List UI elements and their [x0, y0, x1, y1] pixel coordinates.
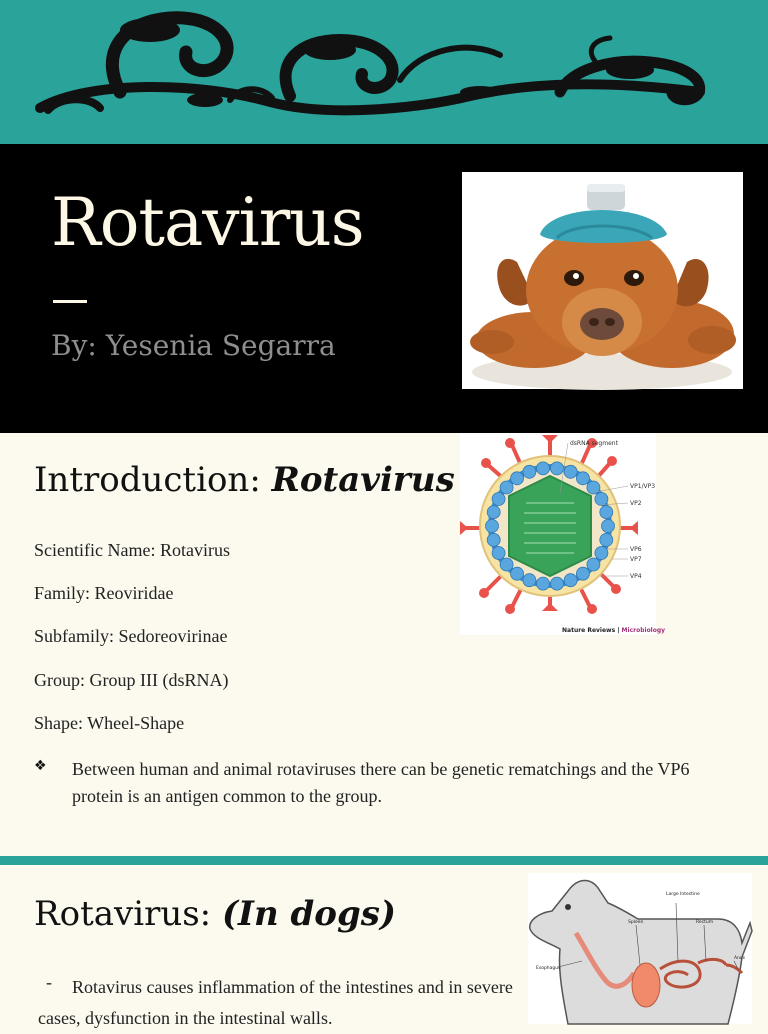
dogs-heading-emphasis: (In dogs) — [221, 894, 396, 934]
label-dsrna-segment: dsRNA segment — [570, 440, 618, 447]
rotavirus-structure-diagram — [460, 433, 666, 635]
header-banner — [0, 0, 768, 144]
label-vp2: VP2 — [630, 500, 642, 507]
diagram-credit-separator: | — [615, 627, 622, 634]
anatomy-label-anus: Anus — [734, 956, 746, 961]
title-divider — [53, 300, 87, 303]
anatomy-label-esophagus: Esophagus — [536, 966, 561, 971]
dogs-heading — [34, 894, 396, 934]
swirl-ornament — [0, 0, 768, 144]
presentation-title: Rotavirus — [51, 184, 364, 261]
anatomy-label-rectum: Rectum — [696, 920, 714, 925]
anatomy-label-large-intestine: Large Intestine — [666, 892, 700, 897]
fact-family: Family: Reoviridae — [34, 583, 174, 603]
dogs-bullet-text: Rotavirus causes inflammation of the intestines and in severe cases, dysfunction in the intestinal walls. — [38, 977, 513, 1028]
fact-scientific-name: Scientific Name: Rotavirus — [34, 540, 230, 560]
fact-group: Group: Group III (dsRNA) — [34, 670, 229, 690]
dog-anatomy-diagram — [528, 873, 752, 1024]
sick-dog-photo — [462, 172, 743, 389]
svg-text:Nature Reviews | Microbiology — [562, 627, 665, 634]
bullet-text: Between human and animal rotaviruses there can be genetic rematchings and the VP6 protein is an antigen common to the group. — [72, 759, 690, 806]
diamond-bullet-icon: ❖ — [34, 758, 47, 774]
anatomy-label-spleen: Spleen — [628, 920, 644, 925]
introduction-heading-label: Introduction: — [34, 460, 272, 500]
fact-shape: Shape: Wheel-Shape — [34, 713, 185, 733]
section-divider — [0, 856, 768, 865]
diagram-credit-journal: Nature Reviews — [562, 627, 616, 634]
diagram-credit-section: Microbiology — [621, 627, 666, 634]
introduction-heading-emphasis: Rotavirus — [271, 460, 455, 500]
label-vp1-vp3: VP1/VP3 — [630, 483, 656, 490]
label-vp7: VP7 — [630, 556, 642, 563]
dash-bullet: - — [46, 972, 52, 992]
label-vp6: VP6 — [630, 546, 642, 553]
author-byline: By: Yesenia Segarra — [51, 329, 336, 362]
introduction-heading — [34, 460, 455, 500]
fact-subfamily: Subfamily: Sedoreovirinae — [34, 626, 228, 646]
dogs-heading-label: Rotavirus: — [34, 894, 222, 934]
label-vp4: VP4 — [630, 573, 642, 580]
